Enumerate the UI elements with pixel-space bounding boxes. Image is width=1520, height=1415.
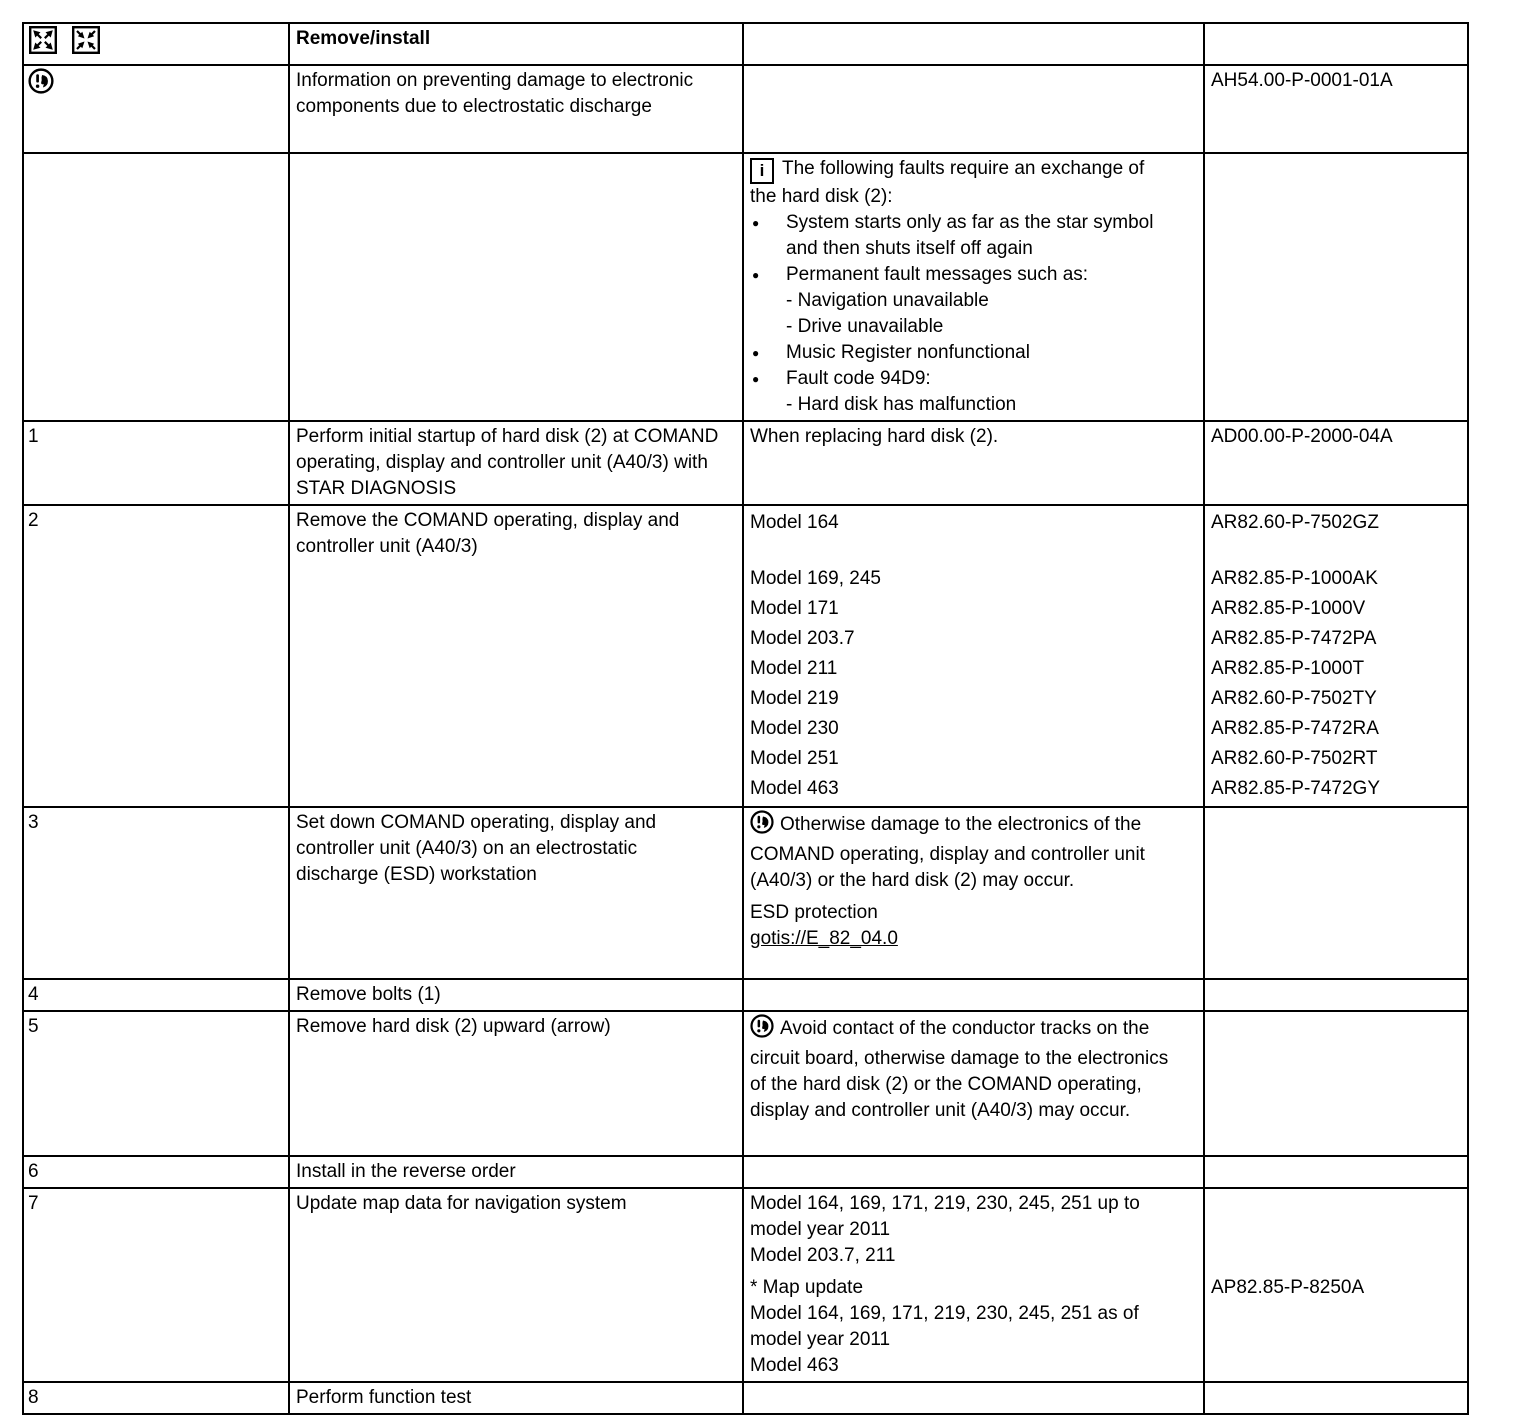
step-row-6 xyxy=(23,1156,1468,1188)
step-description: Information on preventing damage to electronic components due to electrostatic discharge xyxy=(296,70,694,117)
doc-ref: AP82.85-P-8250A xyxy=(1211,1277,1365,1298)
step-row-7 xyxy=(23,1188,1468,1382)
model-line: Model 169, 245 xyxy=(750,568,881,589)
table-header-row xyxy=(23,23,1468,65)
attention-icon xyxy=(750,1014,774,1046)
step-row-8 xyxy=(23,1382,1468,1414)
step-number: 8 xyxy=(28,1387,39,1408)
step-description: Perform function test xyxy=(296,1387,472,1408)
fault-item: ● Music Register nonfunctional xyxy=(750,340,1195,366)
step-number: 4 xyxy=(28,984,39,1005)
doc-ref: AR82.85-P-7472RA xyxy=(1211,718,1379,739)
step-row-1 xyxy=(23,421,1468,505)
fault-item: ● System starts only as far as the star symbol and then shuts itself off again xyxy=(750,210,1195,262)
step-row-2 xyxy=(23,505,1468,807)
step-description: Set down COMAND operating, display and controller unit (A40/3) on an electrostatic discharge (ESD) workstation xyxy=(296,812,657,885)
map-update-line: * Map update xyxy=(750,1277,864,1298)
model-line: Model 251 xyxy=(750,748,839,769)
step-number: 1 xyxy=(28,426,39,447)
doc-ref: AR82.60-P-7502RT xyxy=(1211,748,1378,769)
faults-intro: i The following faults require an exchange of the hard disk (2): xyxy=(750,158,1145,207)
step-description: Install in the reverse order xyxy=(296,1161,516,1182)
note-cell xyxy=(743,807,1204,979)
bullet-icon: ● xyxy=(752,268,760,282)
step-description: Update map data for navigation system xyxy=(296,1193,627,1214)
bullet-icon: ● xyxy=(752,216,760,230)
step-description: Remove the COMAND operating, display and controller unit (A40/3) xyxy=(296,510,680,557)
procedure-table xyxy=(22,22,1469,1415)
esd-protection-label: ESD protection xyxy=(750,902,878,923)
step-description: Perform initial startup of hard disk (2) at COMAND operating, display and controller unit (A40/3) with STAR DIAGNOSIS xyxy=(296,426,719,499)
attention-note: Avoid contact of the conductor tracks on the circuit board, otherwise damage to the electronics of the hard disk (2) or the COMAND operating, display and controller unit (A40/3) may occur. xyxy=(750,1014,1170,1124)
attention-icon xyxy=(750,810,774,842)
model-line: Model 164, 169, 171, 219, 230, 245, 251 up to xyxy=(750,1193,1140,1214)
step-number: 5 xyxy=(28,1016,39,1037)
step-number: 6 xyxy=(28,1161,39,1182)
note-cell xyxy=(743,1188,1204,1382)
step-number: 7 xyxy=(28,1193,39,1214)
model-line: Model 219 xyxy=(750,688,839,709)
model-line: Model 171 xyxy=(750,598,839,619)
fault-item: ● Permanent fault messages such as: - Navigation unavailable - Drive unavailable xyxy=(750,262,1195,340)
doc-ref: AH54.00-P-0001-01A xyxy=(1211,70,1393,91)
faults-note-cell xyxy=(743,153,1204,421)
model-line: Model 230 xyxy=(750,718,839,739)
attention-note: Otherwise damage to the electronics of the COMAND operating, display and controller unit (A40/3) or the hard disk (2) may occur. xyxy=(750,810,1170,894)
doc-ref: AR82.85-P-7472PA xyxy=(1211,628,1377,649)
header-icons-cell xyxy=(23,23,289,65)
model-line: model year 2011 xyxy=(750,1219,891,1240)
model-line: Model 164, 169, 171, 219, 230, 245, 251 as of xyxy=(750,1303,1139,1324)
faults-info-row xyxy=(23,153,1468,421)
step-row-5 xyxy=(23,1011,1468,1156)
doc-ref: AR82.85-P-1000AK xyxy=(1211,568,1378,589)
model-line: Model 463 xyxy=(750,1355,839,1376)
document-page xyxy=(22,22,1469,1415)
step-row-3 xyxy=(23,807,1468,979)
models-cell xyxy=(743,505,1204,807)
doc-ref: AR82.60-P-7502GZ xyxy=(1211,512,1379,533)
info-icon: i xyxy=(750,158,774,184)
collapse-icon[interactable] xyxy=(71,26,101,62)
model-line: Model 463 xyxy=(750,778,839,799)
bullet-icon: ● xyxy=(752,346,760,360)
note-cell xyxy=(743,1011,1204,1156)
model-line: Model 211 xyxy=(750,658,838,679)
doc-ref: AR82.60-P-7502TY xyxy=(1211,688,1377,709)
doc-ref: AR82.85-P-1000V xyxy=(1211,598,1366,619)
doc-ref: AD00.00-P-2000-04A xyxy=(1211,426,1393,447)
esd-info-icon-cell xyxy=(23,65,289,153)
step-row-4 xyxy=(23,979,1468,1011)
model-line: model year 2011 xyxy=(750,1329,891,1350)
model-line: Model 203.7, 211 xyxy=(750,1245,896,1266)
bullet-icon: ● xyxy=(752,372,760,386)
refs-cell xyxy=(1204,505,1468,807)
doc-ref: AR82.85-P-7472GY xyxy=(1211,778,1380,799)
esd-info-row xyxy=(23,65,1468,153)
esd-protection-link[interactable]: gotis://E_82_04.0 xyxy=(750,928,898,949)
table-title: Remove/install xyxy=(296,28,431,49)
doc-ref: AR82.85-P-1000T xyxy=(1211,658,1365,679)
fault-item: ● Fault code 94D9: - Hard disk has malfunction xyxy=(750,366,1195,418)
step-description: Remove hard disk (2) upward (arrow) xyxy=(296,1016,611,1037)
step-number: 2 xyxy=(28,510,39,531)
expand-icon[interactable] xyxy=(28,26,58,62)
model-line: Model 164 xyxy=(750,512,839,533)
attention-icon xyxy=(28,78,54,99)
model-line: Model 203.7 xyxy=(750,628,855,649)
step-note: When replacing hard disk (2). xyxy=(750,426,999,447)
step-description: Remove bolts (1) xyxy=(296,984,441,1005)
step-number: 3 xyxy=(28,812,39,833)
